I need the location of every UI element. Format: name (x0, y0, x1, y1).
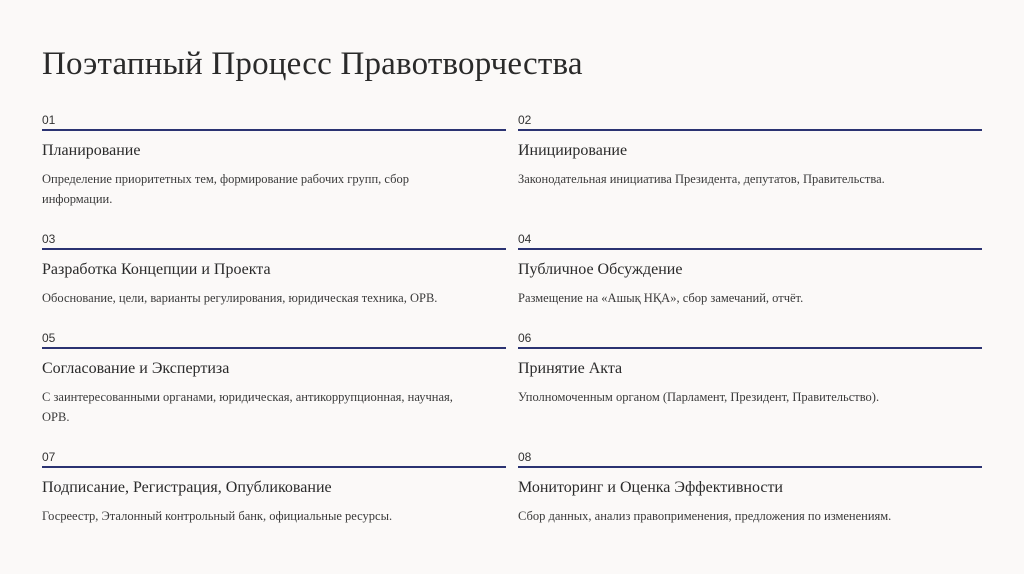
step-divider (518, 347, 982, 349)
step-description: Обоснование, цели, варианты регулирования, юридическая техника, ОРВ. (42, 291, 438, 305)
step-number: 04 (518, 232, 532, 246)
step-divider (518, 248, 982, 250)
step-divider (518, 466, 982, 468)
step-number: 07 (42, 450, 56, 464)
step-card-07 (42, 449, 506, 548)
step-number: 01 (42, 113, 56, 127)
step-divider (42, 347, 506, 349)
step-divider (42, 129, 506, 131)
step-description: Госреестр, Эталонный контрольный банк, официальные ресурсы. (42, 509, 393, 523)
step-title: Мониторинг и Оценка Эффективности (518, 479, 783, 496)
step-number: 03 (42, 232, 56, 246)
step-card-01 (42, 112, 506, 231)
step-divider (42, 466, 506, 468)
step-description: Уполномоченным органом (Парламент, Президент, Правительство). (518, 390, 880, 404)
step-number: 02 (518, 113, 532, 127)
steps-grid (42, 112, 982, 548)
step-description: Размещение на «Ашық НҚА», сбор замечаний, отчёт. (518, 291, 804, 305)
step-number: 08 (518, 450, 532, 464)
step-title: Согласование и Экспертиза (42, 360, 230, 377)
step-card-03 (42, 231, 506, 330)
step-title: Подписание, Регистрация, Опубликование (42, 479, 332, 496)
step-title: Разработка Концепции и Проекта (42, 261, 271, 278)
step-description: Законодательная инициатива Президента, депутатов, Правительства. (518, 172, 885, 186)
step-title: Принятие Акта (518, 360, 623, 377)
step-card-06 (518, 330, 982, 449)
step-description: С заинтересованными органами, юридическая, антикоррупционная, научная, ОРВ. (42, 390, 453, 424)
step-divider (518, 129, 982, 131)
step-description: Сбор данных, анализ правоприменения, предложения по изменениям. (518, 509, 892, 523)
step-number: 05 (42, 331, 56, 345)
step-title: Планирование (42, 142, 141, 159)
step-card-04 (518, 231, 982, 330)
step-description: Определение приоритетных тем, формирование рабочих групп, сбор информации. (42, 172, 409, 206)
step-card-08 (518, 449, 982, 548)
step-divider (42, 248, 506, 250)
step-card-02 (518, 112, 982, 231)
step-number: 06 (518, 331, 532, 345)
page-title: Поэтапный Процесс Правотворчества (42, 46, 583, 82)
step-card-05 (42, 330, 506, 449)
step-title: Публичное Обсуждение (518, 261, 683, 278)
step-title: Инициирование (518, 142, 628, 159)
